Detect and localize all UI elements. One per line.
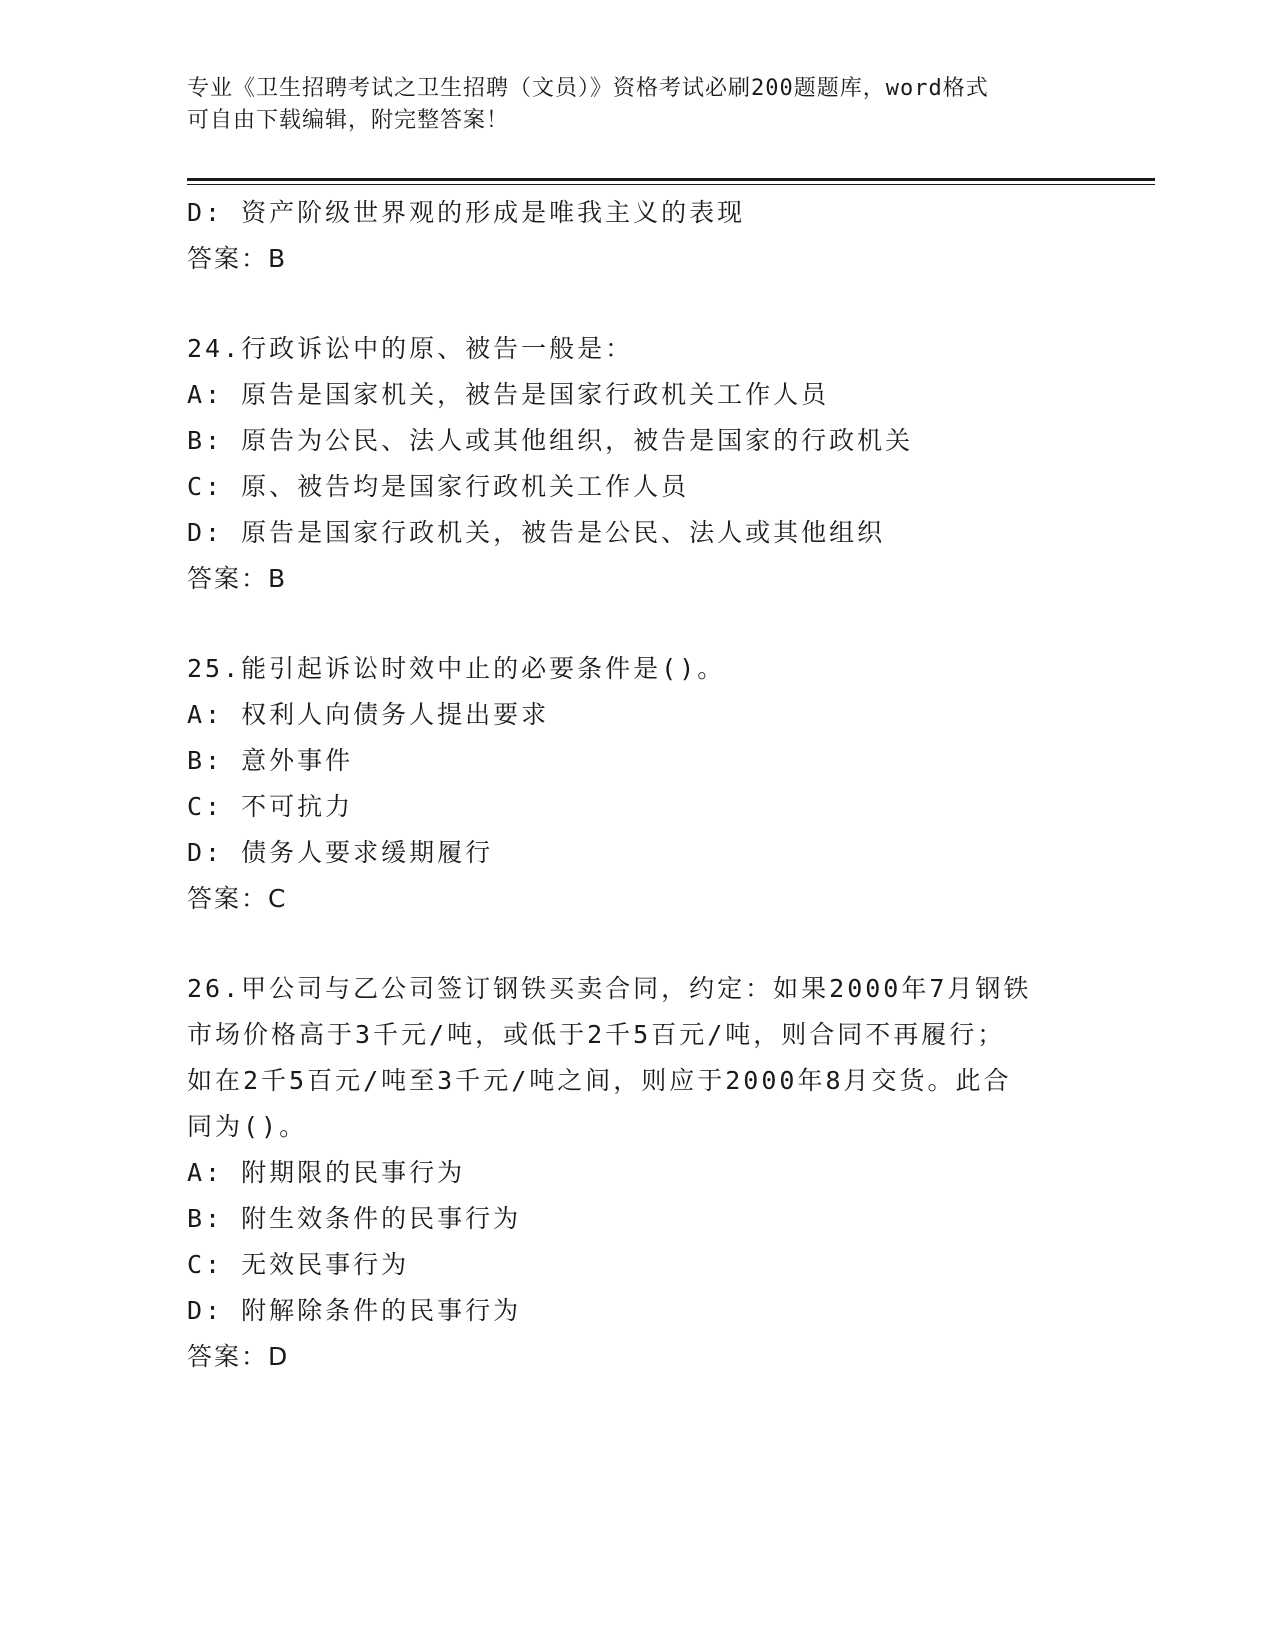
carryover-block [187, 190, 1087, 282]
option-a: A: 原告是国家机关，被告是国家行政机关工作人员 [187, 380, 830, 409]
answer-line: 答案：B [187, 564, 288, 593]
option-a: A: 附期限的民事行为 [187, 1158, 466, 1187]
option-a: A: 权利人向债务人提出要求 [187, 700, 550, 729]
question-stem-line-3: 如在2千5百元/吨至3千元/吨之间，则应于2000年8月交货。此合 [187, 1066, 1012, 1095]
question-24 [187, 326, 1087, 602]
question-stem: 25.能引起诉讼时效中止的必要条件是()。 [187, 654, 726, 683]
question-26 [187, 966, 1087, 1380]
option-c: C: 原、被告均是国家行政机关工作人员 [187, 472, 690, 501]
spacer [187, 922, 1087, 966]
header-title-line-2: 可自由下载编辑，附完整答案！ [187, 108, 510, 133]
option-b: B: 意外事件 [187, 746, 354, 775]
answer-line: 答案：D [187, 1342, 290, 1371]
option-d: D: 附解除条件的民事行为 [187, 1296, 522, 1325]
document-body [187, 190, 1087, 1380]
question-stem: 24.行政诉讼中的原、被告一般是： [187, 334, 634, 363]
option-c: C: 无效民事行为 [187, 1250, 410, 1279]
option-c: C: 不可抗力 [187, 792, 354, 821]
document-header [187, 73, 1067, 137]
header-divider-thick [187, 178, 1155, 181]
question-25 [187, 646, 1087, 922]
header-title-line-1: 专业《卫生招聘考试之卫生招聘（文员）》资格考试必刷200题题库，word格式 [187, 76, 989, 101]
header-divider-thin [187, 184, 1155, 185]
answer-line: 答案：B [187, 244, 288, 273]
spacer [187, 602, 1087, 646]
answer-line: 答案：C [187, 884, 288, 913]
option-d: D: 资产阶级世界观的形成是唯我主义的表现 [187, 198, 746, 227]
question-stem-line-1: 26.甲公司与乙公司签订钢铁买卖合同，约定：如果2000年7月钢铁 [187, 974, 1032, 1003]
spacer [187, 282, 1087, 326]
question-stem-line-4: 同为()。 [187, 1112, 308, 1141]
option-b: B: 原告为公民、法人或其他组织，被告是国家的行政机关 [187, 426, 914, 455]
option-d: D: 原告是国家行政机关，被告是公民、法人或其他组织 [187, 518, 886, 547]
question-stem-line-2: 市场价格高于3千元/吨，或低于2千5百元/吨，则合同不再履行； [187, 1020, 1006, 1049]
option-d: D: 债务人要求缓期履行 [187, 838, 494, 867]
option-b: B: 附生效条件的民事行为 [187, 1204, 522, 1233]
